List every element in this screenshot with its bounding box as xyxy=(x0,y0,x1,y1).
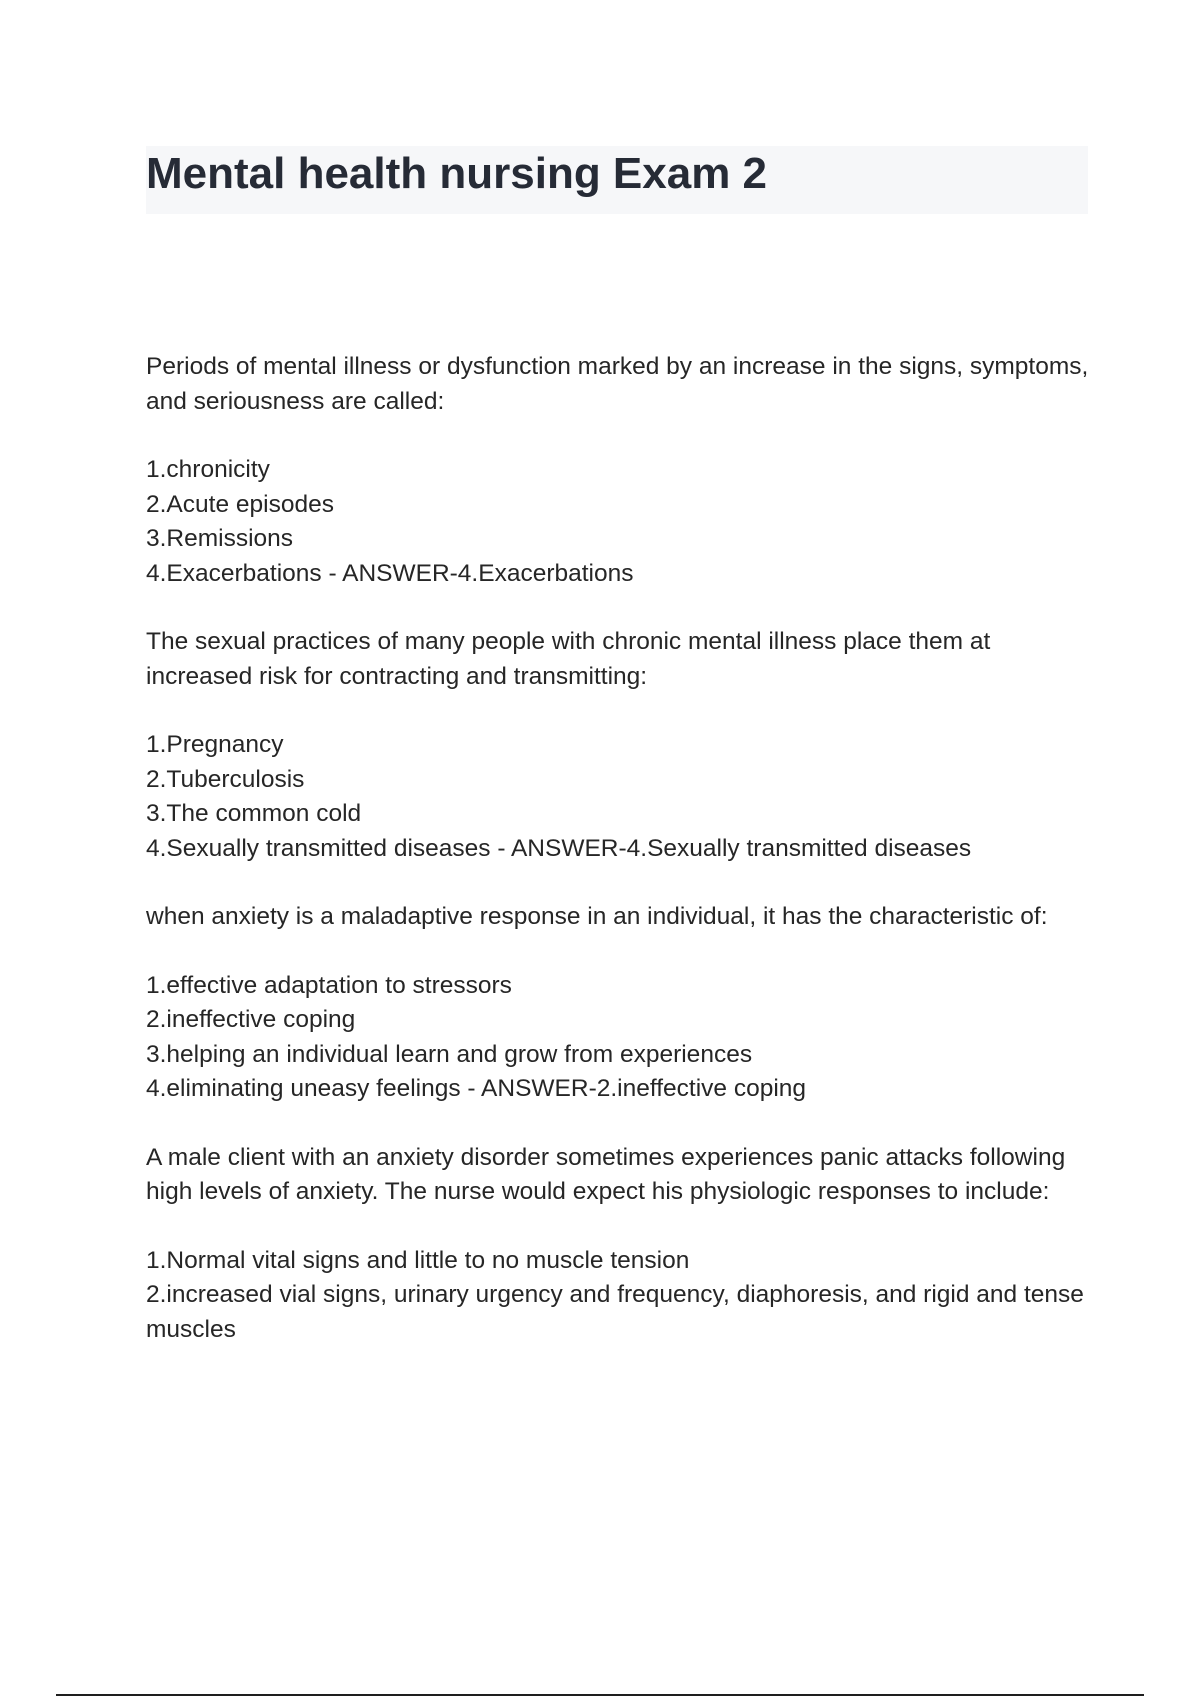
question-text: when anxiety is a maladaptive response in an individual, it has the characteristic of: xyxy=(146,903,1048,930)
option-item-answer: 4.eliminating uneasy feelings - ANSWER-2.ineffective coping xyxy=(146,1075,807,1102)
options-list xyxy=(146,1244,1096,1348)
question-block xyxy=(146,625,1096,866)
page-bottom-divider xyxy=(56,1694,1144,1696)
option-item: 2.increased vial signs, urinary urgency and frequency, diaphoresis, and rigid and tense muscles xyxy=(146,1281,1091,1343)
option-item-answer: 4.Sexually transmitted diseases - ANSWER-4.Sexually transmitted diseases xyxy=(146,834,972,862)
option-item: 2.Tuberculosis xyxy=(146,765,305,793)
question-text: A male client with an anxiety disorder sometimes experiences panic attacks following high levels of anxiety. The nurse would expect his physiologic responses to include: xyxy=(146,1143,1073,1205)
question-block xyxy=(146,900,1096,1107)
question-text: The sexual practices of many people with chronic mental illness place them at increased risk for contracting and transmitting: xyxy=(146,628,998,690)
question-block xyxy=(146,350,1096,591)
option-item: 3.The common cold xyxy=(146,800,362,827)
option-item: 1.Normal vital signs and little to no muscle tension xyxy=(146,1246,690,1274)
options-list xyxy=(146,453,1096,591)
option-item: 3.helping an individual learn and grow from experiences xyxy=(146,1040,753,1068)
option-item-answer: 4.Exacerbations - ANSWER-4.Exacerbations xyxy=(146,559,634,587)
option-item: 1.chronicity xyxy=(146,456,270,483)
title-banner xyxy=(146,146,1088,214)
option-item: 1.effective adaptation to stressors xyxy=(146,971,512,999)
questions-list xyxy=(146,350,1096,1381)
option-item: 2.ineffective coping xyxy=(146,1006,356,1033)
question-block xyxy=(146,1141,1096,1348)
page-title: Mental health nursing Exam 2 xyxy=(146,149,768,198)
option-item: 3.Remissions xyxy=(146,525,294,552)
option-item: 1.Pregnancy xyxy=(146,731,284,758)
question-text: Periods of mental illness or dysfunction marked by an increase in the signs, symptoms, and seriousness are called: xyxy=(146,353,1096,415)
options-list xyxy=(146,969,1096,1107)
option-item: 2.Acute episodes xyxy=(146,490,334,518)
options-list xyxy=(146,728,1096,866)
